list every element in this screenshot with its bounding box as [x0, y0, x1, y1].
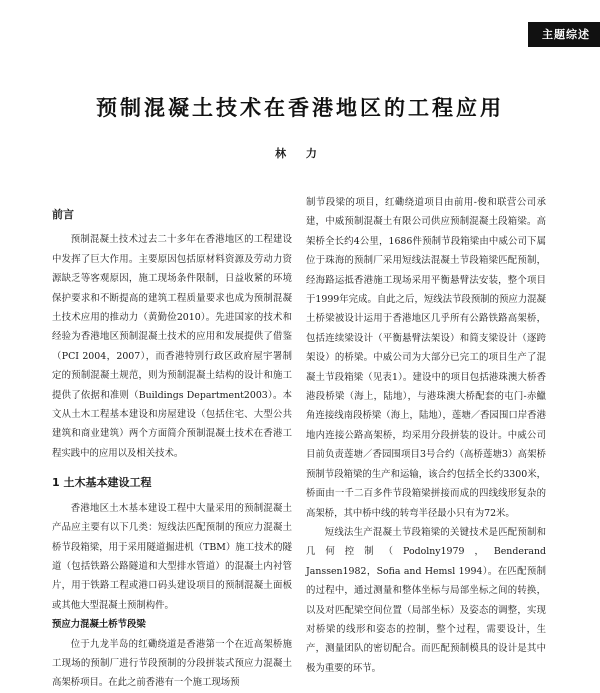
body-paragraph: 短线法生产混凝土节段箱梁的关键技术是匹配预制和几何控制（Podolny1979，Benderand Janssen1982，Sofia and Hemsl 1994）。在匹配预制的过程中，通过测量和整体坐标与局部坐标之间的转换，以及对匹配梁空间位置（局部坐标）及姿态的调整，实现对桥梁的线形和姿态的控制，整个过程，需要设计，生产，测量团队的密切配合。而匹配预制模具的设计是其中极为重要的环节。 [306, 526, 546, 674]
body-paragraph: 制节段梁的项目，红磡绕道项目由前用-俊和联营公司承建，中威预制混凝土有限公司供应预制混凝土段箱梁。高架桥全长约4公里，1686件预制节段箱梁由中威公司下属位于珠海的预制厂采用短线法混凝土节段箱梁匹配预制，经海路运抵香港施工现场采用平衡悬臂法安装，整个项目于1999年完成。自此之后，短线法节段预制的预应力混凝土桥梁被设计运用于香港地区几乎所有公路铁路高架桥，包括连续梁设计（平衡悬臂法架设）和简支梁设计（逐跨架设）的桥梁。中威公司为大部分已完工的项目生产了混凝土节段箱梁（见表1）。建设中的项目包括港珠澳大桥香港段桥梁（海上，陆地），与港珠澳大桥配套的屯门-赤鱲角连接线南段桥梁（海上，陆地），莲塘／香园围口岸香港地内连接公路高架桥，均采用分段拼装的设计。中威公司目前负责莲塘／香园围项目3号合约（高桥莲塘3）高架桥预制节段箱梁的生产和运输，该合约包括全长约3300米，桥面由一千二百多件节段箱梁拼接而成的四线线形复杂的高架桥，其中桥中线的转弯半径最小只有为72米。 [306, 197, 546, 519]
section1-heading: 1 土木基本建设工程 [52, 476, 152, 490]
intro-heading: 前言 [52, 208, 74, 221]
intro-paragraph: 预制混凝土技术过去二十多年在香港地区的工程建设中发挥了巨大作用。主要原因包括原材料资源及劳动力资源缺乏等客观原因，施工现场条件限制，日益收紧的环境保护要求和不断提高的建筑工程质量要求也成为预制混凝土技术应用的推动力（黄勤俭2010）。先进国家的技术和经验为香港地区预制混凝土技术的应用和发展提供了借鉴（PCI 2004，2007），而香港特别行政区政府屋宇署制定的预制混凝土规范，则为预制混凝土结构的设计和施工提供了依据和准则（Buildings Department2003）。本文从土木工程基本建设和房屋建设（包括住宅、大型公共建筑和商业建筑）两个方面简介预制混凝土技术在香港工程实践中的应用以及相关技术。 [52, 234, 292, 459]
author-name: 林 力 [275, 147, 325, 160]
left-column [52, 205, 292, 693]
section-tag: 主题综述 [528, 22, 600, 47]
right-column [306, 193, 546, 678]
article-title: 预制混凝土技术在香港地区的工程应用 [96, 96, 504, 120]
subsection-heading: 预应力混凝土桥节段梁 [52, 619, 146, 631]
subsection-paragraph: 位于九龙半岛的红磡绕道是香港第一个在近高架桥施工现场的预制厂进行节段预制的分段拼装式预应力混凝土高架桥项目。在此之前香港有一个施工现场预 [52, 638, 292, 689]
section1-paragraph: 香港地区土木基本建设工程中大量采用的预制混凝土产品应主要有以下几类：短线法匹配预制的预应力混凝土桥节段箱梁，用于采用隧道掘进机（TBM）施工技术的隧道（包括铁路公路隧道和大型排水管道）的混凝土内衬管片，用于铁路工程或港口码头建设项目的预制混凝土面板或其他大型混凝土预制构件。 [52, 502, 292, 611]
